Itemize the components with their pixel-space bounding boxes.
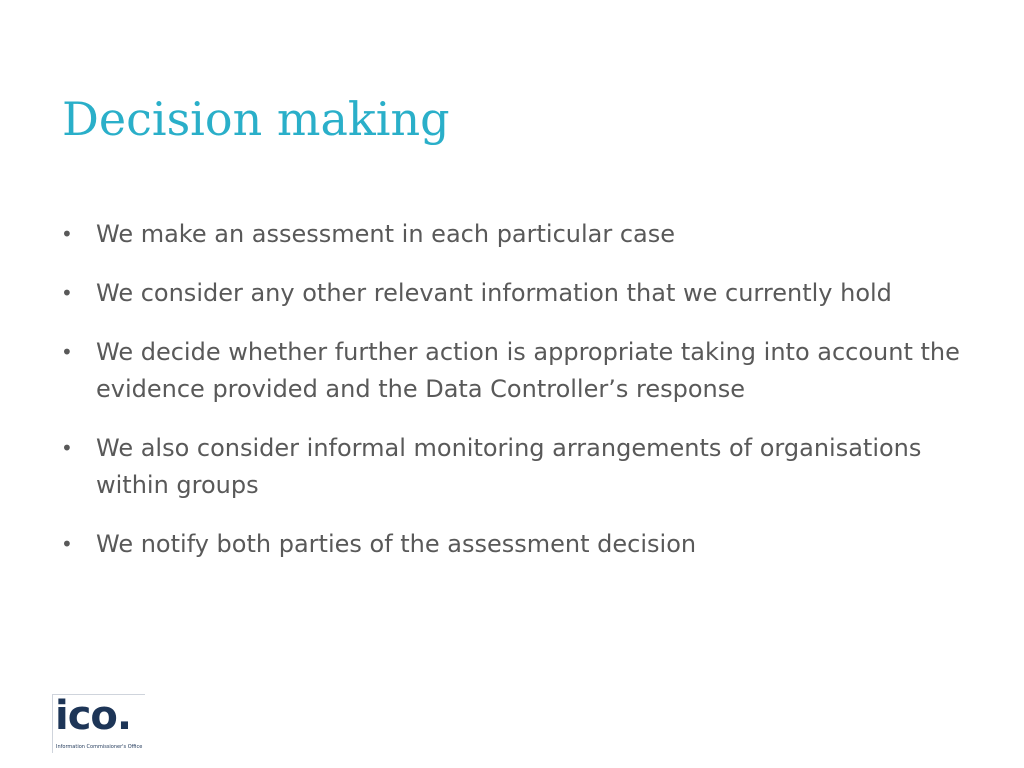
bullet-text: We decide whether further action is appropriate taking into account the evidence provided and the Data Controller’s response	[96, 338, 960, 403]
slide-title: Decision making	[62, 92, 450, 146]
bullet-text: We also consider informal monitoring arrangements of organisations within groups	[96, 434, 922, 499]
bullet-text: We notify both parties of the assessment decision	[96, 530, 697, 558]
logo-tagline: Information Commissioner's Office	[56, 744, 143, 750]
bullet-icon: •	[61, 281, 73, 305]
bullet-icon: •	[61, 532, 73, 556]
list-item	[56, 334, 976, 408]
list-item	[56, 275, 976, 312]
logo-letters: ico.	[55, 693, 132, 739]
list-item	[56, 430, 976, 504]
bullet-icon: •	[61, 340, 73, 364]
bullet-text: We consider any other relevant information that we currently hold	[96, 279, 892, 307]
list-item	[56, 216, 976, 253]
bullet-icon: •	[61, 222, 73, 246]
ico-logo	[52, 694, 145, 753]
bullet-text: We make an assessment in each particular case	[96, 220, 676, 248]
bullet-list	[56, 216, 976, 563]
bullet-icon: •	[61, 436, 73, 460]
list-item	[56, 526, 976, 563]
